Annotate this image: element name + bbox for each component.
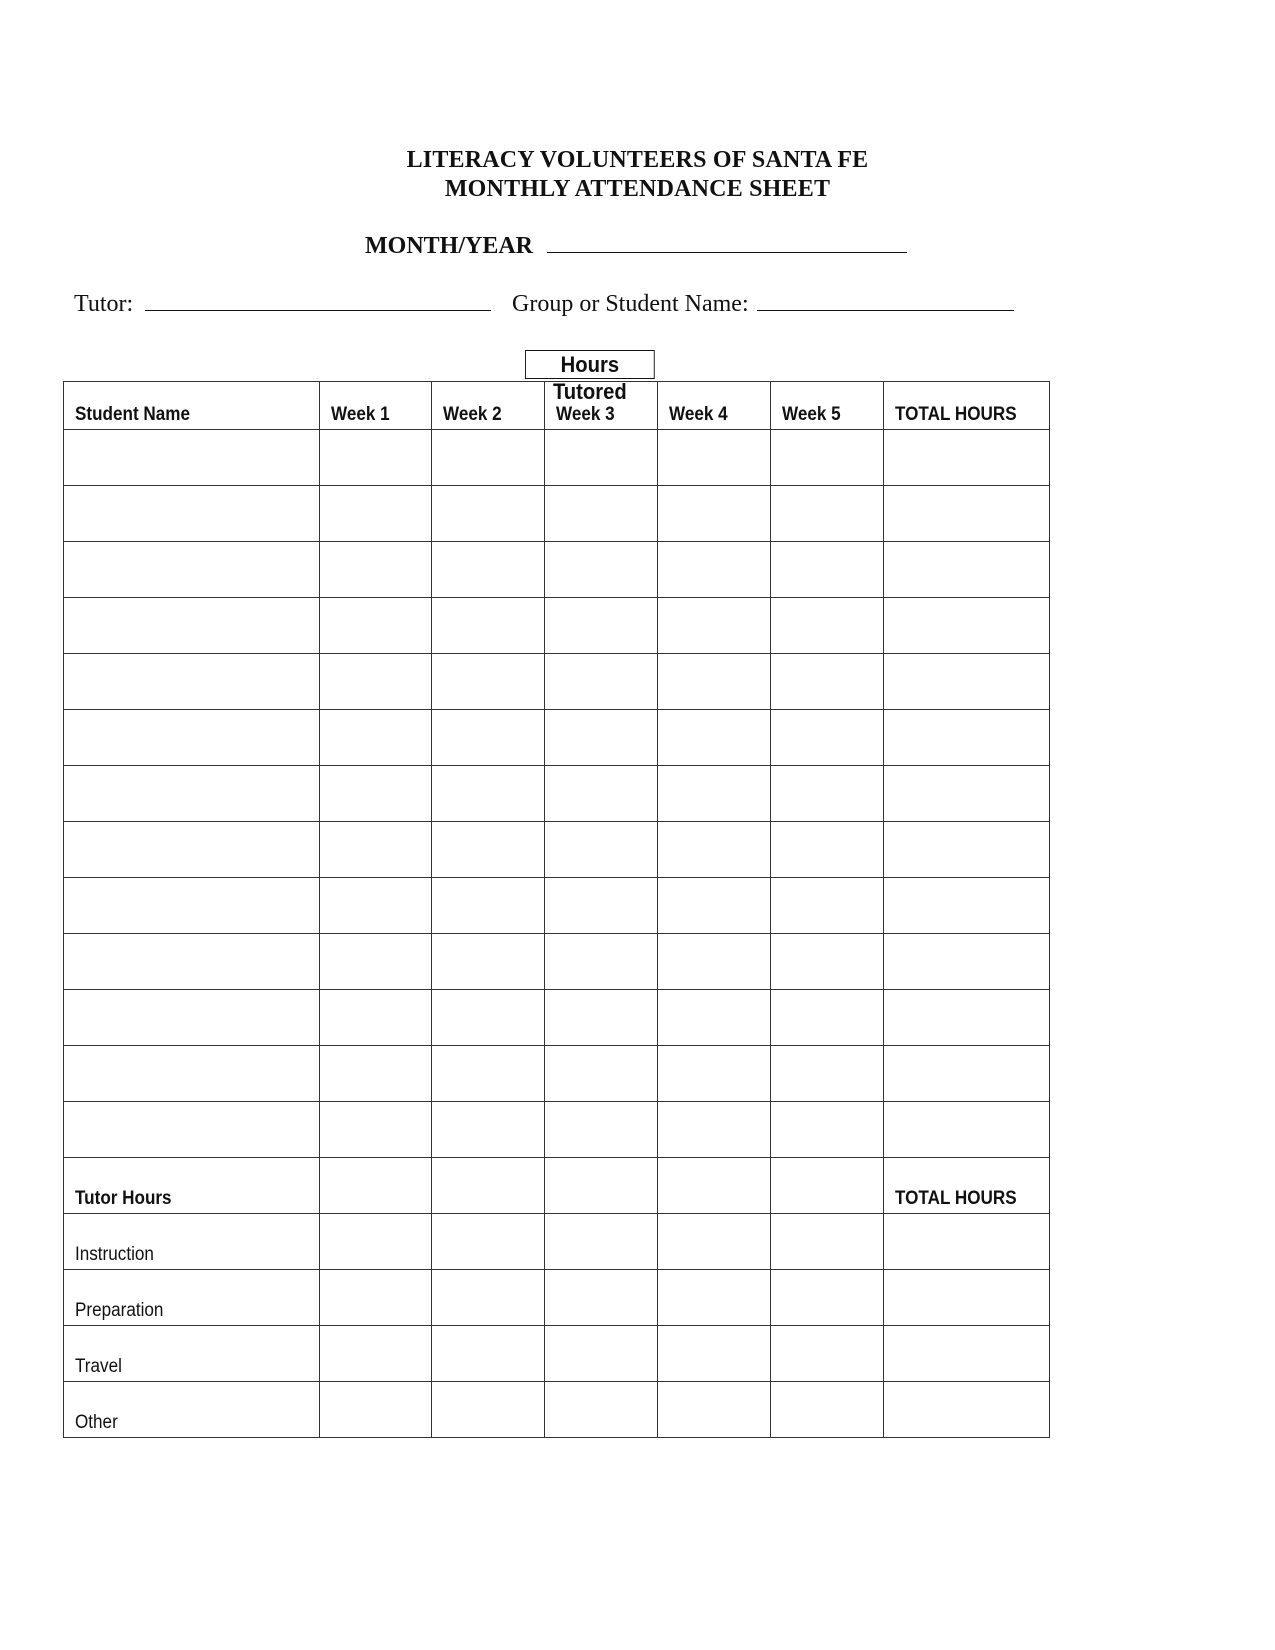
hours-cell[interactable] [432, 654, 545, 710]
hours-cell[interactable] [771, 654, 884, 710]
col-header: Week 4 [658, 382, 771, 430]
hours-cell[interactable] [771, 1102, 884, 1158]
group-line [512, 291, 1014, 318]
hours-cell[interactable] [545, 710, 658, 766]
student-row [64, 766, 1050, 822]
hours-cell[interactable] [320, 990, 432, 1046]
title-block [0, 146, 1275, 204]
hours-cell[interactable] [658, 1158, 771, 1214]
student-name-cell[interactable] [64, 654, 320, 710]
hours-cell[interactable] [658, 598, 771, 654]
header-row [64, 382, 1050, 430]
hours-cell[interactable] [432, 1326, 545, 1382]
tutor-hours-row [64, 1158, 1050, 1214]
hours-cell[interactable] [545, 1102, 658, 1158]
hours-cell[interactable] [320, 542, 432, 598]
hours-cell[interactable] [545, 990, 658, 1046]
hours-cell[interactable] [320, 766, 432, 822]
hours-cell[interactable] [432, 430, 545, 486]
group-student-field[interactable] [757, 292, 1014, 311]
hours-cell[interactable] [771, 1158, 884, 1214]
hours-cell[interactable] [545, 1326, 658, 1382]
hours-cell[interactable] [545, 766, 658, 822]
hours-cell[interactable] [545, 1382, 658, 1438]
hours-cell[interactable] [320, 1270, 432, 1326]
hours-cell[interactable] [658, 1382, 771, 1438]
hours-cell[interactable] [771, 430, 884, 486]
hours-cell[interactable] [771, 822, 884, 878]
hours-cell[interactable] [884, 1326, 1050, 1382]
student-name-cell[interactable] [64, 710, 320, 766]
hours-cell[interactable] [320, 1326, 432, 1382]
tutor-activity-label: Travel [64, 1326, 320, 1382]
hours-cell[interactable] [320, 1102, 432, 1158]
hours-cell[interactable] [884, 1382, 1050, 1438]
hours-cell[interactable] [771, 710, 884, 766]
hours-cell[interactable] [884, 486, 1050, 542]
hours-cell[interactable] [432, 710, 545, 766]
hours-cell[interactable] [658, 654, 771, 710]
student-row [64, 822, 1050, 878]
tutor-activity-row [64, 1214, 1050, 1270]
tutor-activity-row [64, 1326, 1050, 1382]
hours-cell[interactable] [884, 654, 1050, 710]
hours-cell[interactable] [658, 430, 771, 486]
hours-cell[interactable] [545, 430, 658, 486]
hours-cell[interactable] [432, 1046, 545, 1102]
student-name-cell[interactable] [64, 542, 320, 598]
tutor-total-hours-label: TOTAL HOURS [884, 1158, 1050, 1214]
tutor-activity-label: Other [64, 1382, 320, 1438]
hours-cell[interactable] [771, 598, 884, 654]
tutor-field[interactable] [145, 292, 491, 311]
student-row [64, 1102, 1050, 1158]
hours-cell[interactable] [545, 1046, 658, 1102]
attendance-table [63, 381, 1050, 1438]
hours-cell[interactable] [545, 1158, 658, 1214]
hours-cell[interactable] [432, 486, 545, 542]
hours-cell[interactable] [884, 1102, 1050, 1158]
hours-cell[interactable] [320, 934, 432, 990]
hours-cell[interactable] [320, 1382, 432, 1438]
hours-cell[interactable] [545, 878, 658, 934]
hours-cell[interactable] [320, 822, 432, 878]
hours-cell[interactable] [658, 710, 771, 766]
hours-cell[interactable] [658, 1214, 771, 1270]
tutor-hours-label: Tutor Hours [64, 1158, 320, 1214]
hours-cell[interactable] [771, 542, 884, 598]
hours-cell[interactable] [320, 654, 432, 710]
hours-cell[interactable] [545, 598, 658, 654]
hours-cell[interactable] [320, 1046, 432, 1102]
hours-cell[interactable] [771, 934, 884, 990]
tutor-activity-row [64, 1382, 1050, 1438]
hours-cell[interactable] [432, 542, 545, 598]
hours-cell[interactable] [658, 878, 771, 934]
hours-cell[interactable] [658, 990, 771, 1046]
hours-cell[interactable] [884, 1046, 1050, 1102]
col-header: Week 5 [771, 382, 884, 430]
tutor-line [74, 291, 491, 318]
hours-cell[interactable] [320, 486, 432, 542]
hours-cell[interactable] [432, 1214, 545, 1270]
col-header: Week 2 [432, 382, 545, 430]
hours-cell[interactable] [545, 1214, 658, 1270]
hours-cell[interactable] [658, 1270, 771, 1326]
hours-cell[interactable] [320, 598, 432, 654]
hours-tutored-caption: Hours Tutored [525, 350, 655, 379]
student-row [64, 430, 1050, 486]
col-header: TOTAL HOURS [884, 382, 1050, 430]
group-label: Group or Student Name: [512, 291, 749, 317]
col-header: Student Name [64, 382, 320, 430]
hours-cell[interactable] [432, 822, 545, 878]
student-name-cell[interactable] [64, 766, 320, 822]
student-name-cell[interactable] [64, 430, 320, 486]
hours-cell[interactable] [658, 486, 771, 542]
hours-cell[interactable] [658, 934, 771, 990]
hours-cell[interactable] [884, 1214, 1050, 1270]
hours-cell[interactable] [658, 1102, 771, 1158]
hours-cell[interactable] [658, 766, 771, 822]
hours-cell[interactable] [432, 990, 545, 1046]
student-name-cell[interactable] [64, 990, 320, 1046]
hours-cell[interactable] [658, 542, 771, 598]
student-name-cell[interactable] [64, 486, 320, 542]
hours-cell[interactable] [432, 878, 545, 934]
hours-cell[interactable] [771, 766, 884, 822]
student-row [64, 486, 1050, 542]
hours-cell[interactable] [884, 766, 1050, 822]
student-row [64, 654, 1050, 710]
student-name-cell[interactable] [64, 1102, 320, 1158]
hours-cell[interactable] [884, 990, 1050, 1046]
hours-cell[interactable] [432, 934, 545, 990]
student-name-cell[interactable] [64, 934, 320, 990]
tutor-activity-row [64, 1270, 1050, 1326]
hours-cell[interactable] [432, 1102, 545, 1158]
hours-cell[interactable] [545, 1270, 658, 1326]
student-row [64, 1046, 1050, 1102]
hours-cell[interactable] [432, 1270, 545, 1326]
hours-cell[interactable] [432, 598, 545, 654]
student-row [64, 878, 1050, 934]
student-row [64, 710, 1050, 766]
month-year-label: MONTH/YEAR [365, 233, 533, 259]
tutor-activity-label: Instruction [64, 1214, 320, 1270]
tutor-label: Tutor: [74, 291, 134, 317]
hours-cell[interactable] [320, 878, 432, 934]
hours-cell[interactable] [545, 542, 658, 598]
hours-cell[interactable] [771, 1382, 884, 1438]
hours-cell[interactable] [320, 430, 432, 486]
hours-cell[interactable] [771, 486, 884, 542]
student-name-cell[interactable] [64, 878, 320, 934]
hours-cell[interactable] [771, 1326, 884, 1382]
hours-cell[interactable] [884, 934, 1050, 990]
hours-cell[interactable] [432, 766, 545, 822]
hours-cell[interactable] [884, 598, 1050, 654]
hours-cell[interactable] [320, 1158, 432, 1214]
hours-cell[interactable] [658, 1326, 771, 1382]
hours-cell[interactable] [884, 822, 1050, 878]
hours-cell[interactable] [771, 990, 884, 1046]
hours-cell[interactable] [771, 1046, 884, 1102]
hours-cell[interactable] [545, 486, 658, 542]
student-name-cell[interactable] [64, 822, 320, 878]
tutor-activity-label: Preparation [64, 1270, 320, 1326]
hours-cell[interactable] [432, 1158, 545, 1214]
hours-cell[interactable] [884, 878, 1050, 934]
hours-cell[interactable] [320, 710, 432, 766]
student-row [64, 542, 1050, 598]
student-row [64, 598, 1050, 654]
student-name-cell[interactable] [64, 598, 320, 654]
col-header: Week 1 [320, 382, 432, 430]
hours-cell[interactable] [545, 822, 658, 878]
hours-cell[interactable] [884, 710, 1050, 766]
hours-cell[interactable] [545, 654, 658, 710]
student-row [64, 934, 1050, 990]
col-header: Week 3 [545, 382, 658, 430]
hours-cell[interactable] [320, 1214, 432, 1270]
hours-cell[interactable] [658, 1046, 771, 1102]
student-name-cell[interactable] [64, 1046, 320, 1102]
hours-cell[interactable] [771, 1270, 884, 1326]
organization-title: LITERACY VOLUNTEERS OF SANTA FE [406, 147, 869, 173]
hours-cell[interactable] [432, 1382, 545, 1438]
student-row [64, 990, 1050, 1046]
hours-cell[interactable] [884, 430, 1050, 486]
hours-cell[interactable] [884, 1270, 1050, 1326]
month-year-line [365, 233, 907, 260]
month-year-field[interactable] [547, 234, 907, 253]
hours-cell[interactable] [771, 878, 884, 934]
hours-cell[interactable] [658, 822, 771, 878]
sheet-title: MONTHLY ATTENDANCE SHEET [444, 176, 831, 202]
hours-cell[interactable] [545, 934, 658, 990]
hours-cell[interactable] [771, 1214, 884, 1270]
hours-cell[interactable] [884, 542, 1050, 598]
